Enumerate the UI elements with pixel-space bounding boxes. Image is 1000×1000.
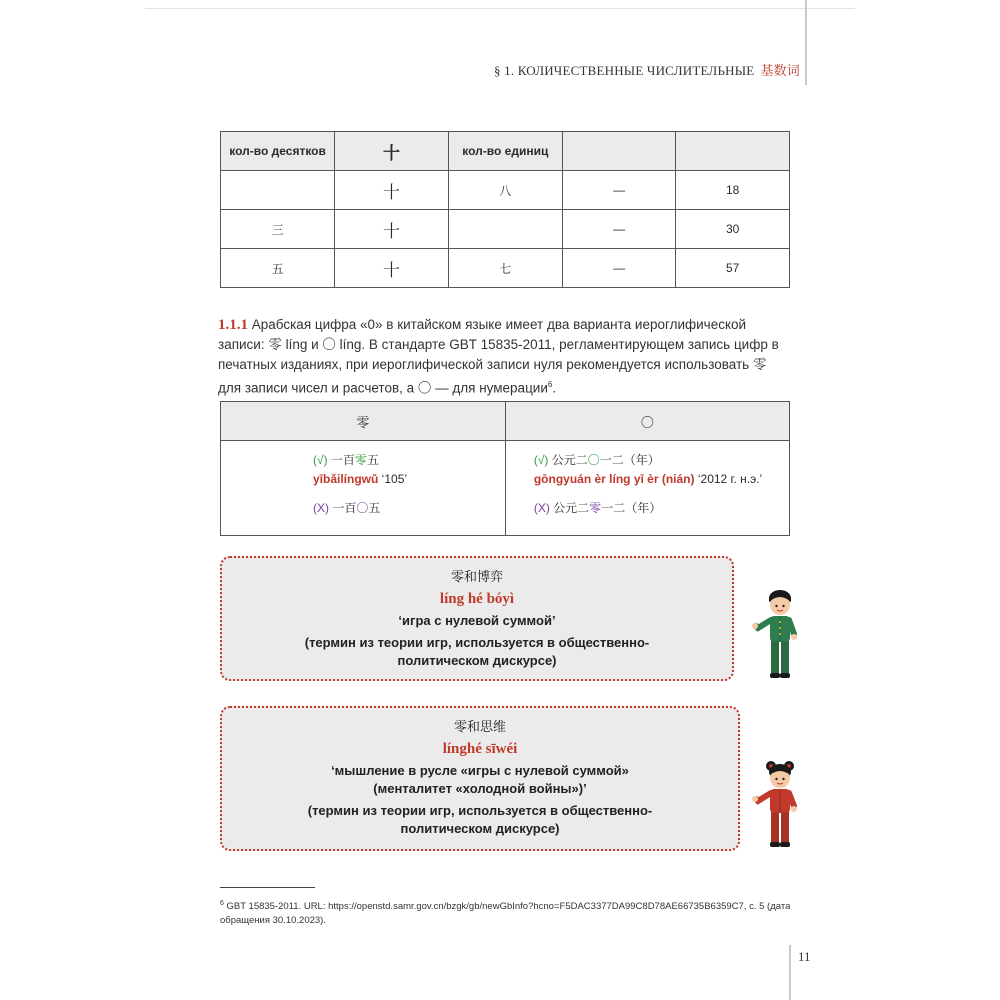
example-text: 公元二 bbox=[548, 453, 588, 467]
highlighted-char: 〇 bbox=[356, 501, 369, 515]
vocab-chinese: 零和博弈 bbox=[450, 569, 503, 584]
table-cell bbox=[448, 210, 562, 249]
running-head bbox=[494, 60, 800, 79]
table-cell: — bbox=[562, 171, 676, 210]
rule-paragraph bbox=[218, 315, 790, 399]
table-header-row bbox=[221, 402, 790, 441]
boy-illustration bbox=[750, 590, 806, 682]
girl-illustration bbox=[750, 760, 806, 852]
numeral-composition-table bbox=[220, 131, 790, 288]
table-row bbox=[221, 210, 790, 249]
vocab-chinese: 零和思维 bbox=[453, 719, 506, 734]
example-text: 一百 bbox=[327, 453, 355, 467]
table-cell: 57 bbox=[676, 249, 790, 288]
page-number-rule bbox=[789, 945, 791, 1000]
example-text: 一二（年） bbox=[601, 501, 662, 515]
example-block bbox=[221, 451, 505, 518]
footnote-text: GBT 15835-2011. URL: https://openstd.samr.gov.cn/bzgk/gb/newGbInfo?hcno=F5DAC3377DA99C8D78AE66735B6359C7, с. 5 (дата обращения 30.10.2023). bbox=[220, 901, 791, 927]
table-cell: — bbox=[562, 249, 676, 288]
example-text: 一百 bbox=[329, 501, 357, 515]
pinyin: gōngyuán èr líng yī èr (nián) bbox=[533, 472, 695, 486]
vocab-gloss: ‘игра с нулевой суммой’ bbox=[398, 613, 556, 628]
example-incorrect bbox=[313, 499, 505, 518]
table-cell: 七 bbox=[448, 249, 562, 288]
paragraph-text-end: . bbox=[552, 380, 557, 396]
vocab-note-box bbox=[220, 556, 734, 681]
table-cell: 30 bbox=[676, 210, 790, 249]
table-header-cell: кол-во десятков bbox=[221, 132, 335, 171]
footnote-mark: 6 bbox=[220, 900, 224, 907]
header-circle-zero: 〇 bbox=[505, 402, 789, 441]
example-correct bbox=[534, 451, 789, 470]
table-cell: 五 bbox=[221, 249, 335, 288]
vocab-comment: (термин из теории игр, используется в общественно-политическом дискурсе) bbox=[304, 635, 650, 668]
table-header-row bbox=[221, 132, 790, 171]
cross-mark-icon: (X) bbox=[313, 501, 329, 515]
example-block bbox=[506, 451, 789, 518]
page-number: 11 bbox=[798, 949, 811, 964]
table-cell: 三 bbox=[221, 210, 335, 249]
table-row bbox=[221, 171, 790, 210]
top-rule bbox=[145, 8, 855, 9]
highlighted-char: 零 bbox=[589, 501, 602, 515]
gloss: ‘105’ bbox=[378, 472, 408, 486]
example-correct bbox=[313, 451, 505, 470]
table-header-cell bbox=[676, 132, 790, 171]
table-row bbox=[221, 441, 790, 536]
vocab-comment: (термин из теории игр, используется в общественно-политическом дискурсе) bbox=[307, 803, 653, 836]
check-mark-icon: (√) bbox=[533, 453, 549, 467]
vocab-pinyin: línghé sīwéi bbox=[442, 741, 518, 757]
examples-circle-zero bbox=[505, 441, 789, 536]
header-ling: 零 bbox=[221, 402, 506, 441]
example-pinyin-line bbox=[313, 470, 505, 489]
table-header-cell bbox=[562, 132, 676, 171]
footnote-reference[interactable]: 6 bbox=[547, 380, 553, 389]
example-text: 公元二 bbox=[549, 501, 590, 515]
footnote-rule bbox=[220, 887, 315, 888]
table-cell: 八 bbox=[448, 171, 562, 210]
vocab-gloss: ‘мышление в русле «игры с нулевой суммой» (менталитет «холодной войны»)’ bbox=[331, 763, 629, 796]
table-cell: 十 bbox=[335, 210, 449, 249]
example-text: 五 bbox=[368, 501, 381, 515]
gloss: ‘2012 г. н.э.’ bbox=[694, 472, 763, 486]
table-header-cell: кол-во единиц bbox=[448, 132, 562, 171]
table-cell: 十 bbox=[335, 249, 449, 288]
example-text: 一二（年） bbox=[599, 453, 660, 467]
table-cell: 十 bbox=[335, 171, 449, 210]
table-cell: 18 bbox=[676, 171, 790, 210]
highlighted-char: 零 bbox=[354, 453, 367, 467]
example-text: 五 bbox=[366, 453, 379, 467]
table-header-cell: 十 bbox=[335, 132, 449, 171]
table-row bbox=[221, 249, 790, 288]
vocab-note-box bbox=[220, 706, 740, 851]
running-head-title-zh: 基数词 bbox=[760, 64, 800, 79]
table-cell: — bbox=[562, 210, 676, 249]
highlighted-char: 〇 bbox=[587, 453, 600, 467]
example-incorrect bbox=[534, 499, 789, 518]
header-vertical-rule bbox=[805, 0, 807, 85]
example-pinyin-line bbox=[534, 470, 789, 489]
cross-mark-icon: (X) bbox=[533, 501, 550, 515]
examples-ling bbox=[221, 441, 506, 536]
zero-usage-table bbox=[220, 401, 790, 536]
table-cell bbox=[221, 171, 335, 210]
check-mark-icon: (√) bbox=[313, 453, 328, 467]
pinyin: yībǎilíngwǔ bbox=[313, 472, 379, 486]
paragraph-text: Арабская цифра «0» в китайском языке имеет два варианта иероглифической записи: 零 líng и 〇 líng. В стандарте GBT 15835-2011, регламентирующем запись цифр в печатных изданиях, при иероглифической записи нуля рекомендуется использовать 零 для записи чисел и расчетов, а 〇 — для нумерации bbox=[218, 317, 779, 396]
running-head-title: § 1. КОЛИЧЕСТВЕННЫЕ ЧИСЛИТЕЛЬНЫЕ bbox=[493, 63, 755, 78]
vocab-pinyin: líng hé bóyì bbox=[439, 591, 515, 607]
footnote bbox=[220, 897, 800, 928]
paragraph-number: 1.1.1 bbox=[218, 317, 248, 333]
